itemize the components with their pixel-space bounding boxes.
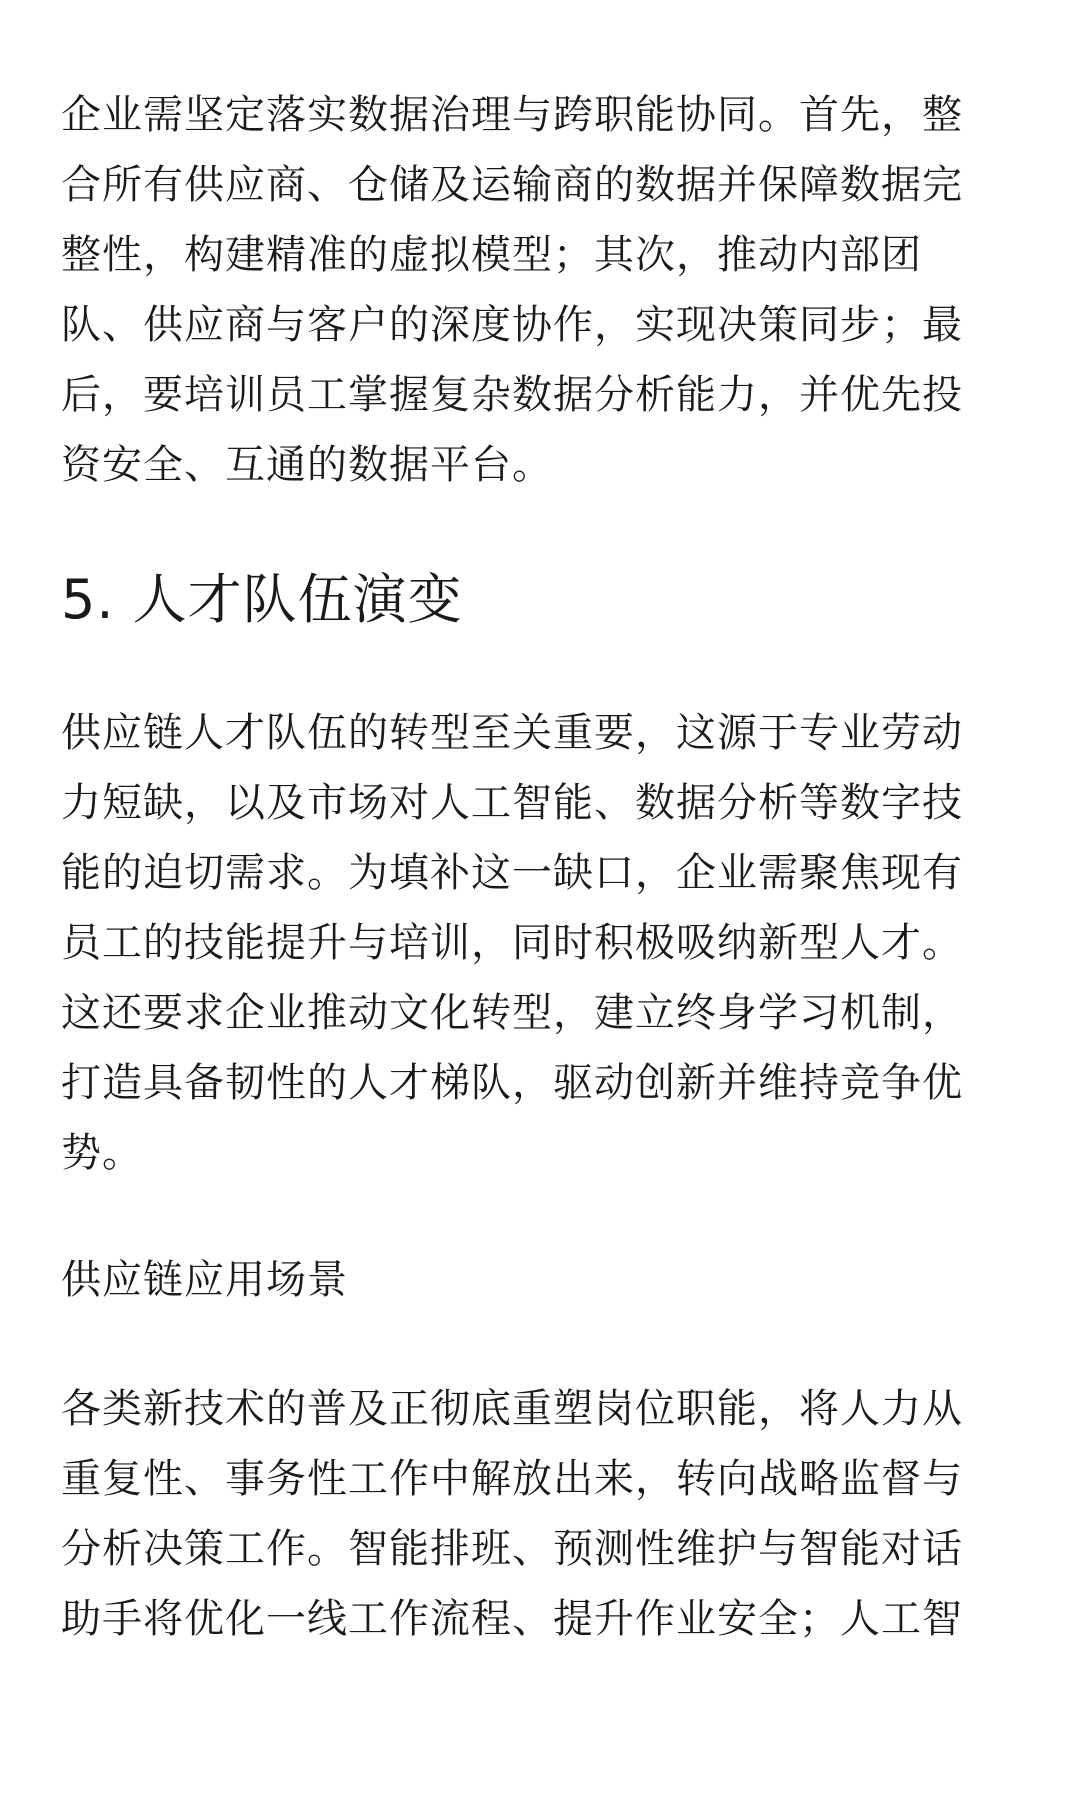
- article-body: [61, 80, 1036, 1654]
- paragraph-use-cases: 各类新技术的普及正彻底重塑岗位职能，将人力从 重复性、事务性工作中解放出来，转向战略监督与 分析决策工作。智能排班、预测性维护与智能对话 助手将优化一线工作流程、提升作业安全；人工智: [61, 1386, 963, 1642]
- section-heading-talent: 5. 人才队伍演变: [61, 568, 463, 631]
- subheading-use-cases: 供应链应用场景: [61, 1257, 348, 1303]
- paragraph-talent-evolution: 供应链人才队伍的转型至关重要，这源于专业劳动 力短缺，以及市场对人工智能、数据分析等数字技 能的迫切需求。为填补这一缺口，企业需聚焦现有 员工的技能提升与培训，同时积极吸纳新型人才。 这还要求企业推动文化转型，建立终身学习机制， 打造具备韧性的人才梯队，驱动创新并维持竞争优 势。: [61, 710, 963, 1176]
- paragraph-data-governance: 企业需坚定落实数据治理与跨职能协同。首先，整 合所有供应商、仓储及运输商的数据并保障数据完 整性，构建精准的虚拟模型；其次，推动内部团 队、供应商与客户的深度协作，实现决策同步；最 后，要培训员工掌握复杂数据分析能力，并优先投 资安全、互通的数据平台。: [61, 92, 963, 488]
